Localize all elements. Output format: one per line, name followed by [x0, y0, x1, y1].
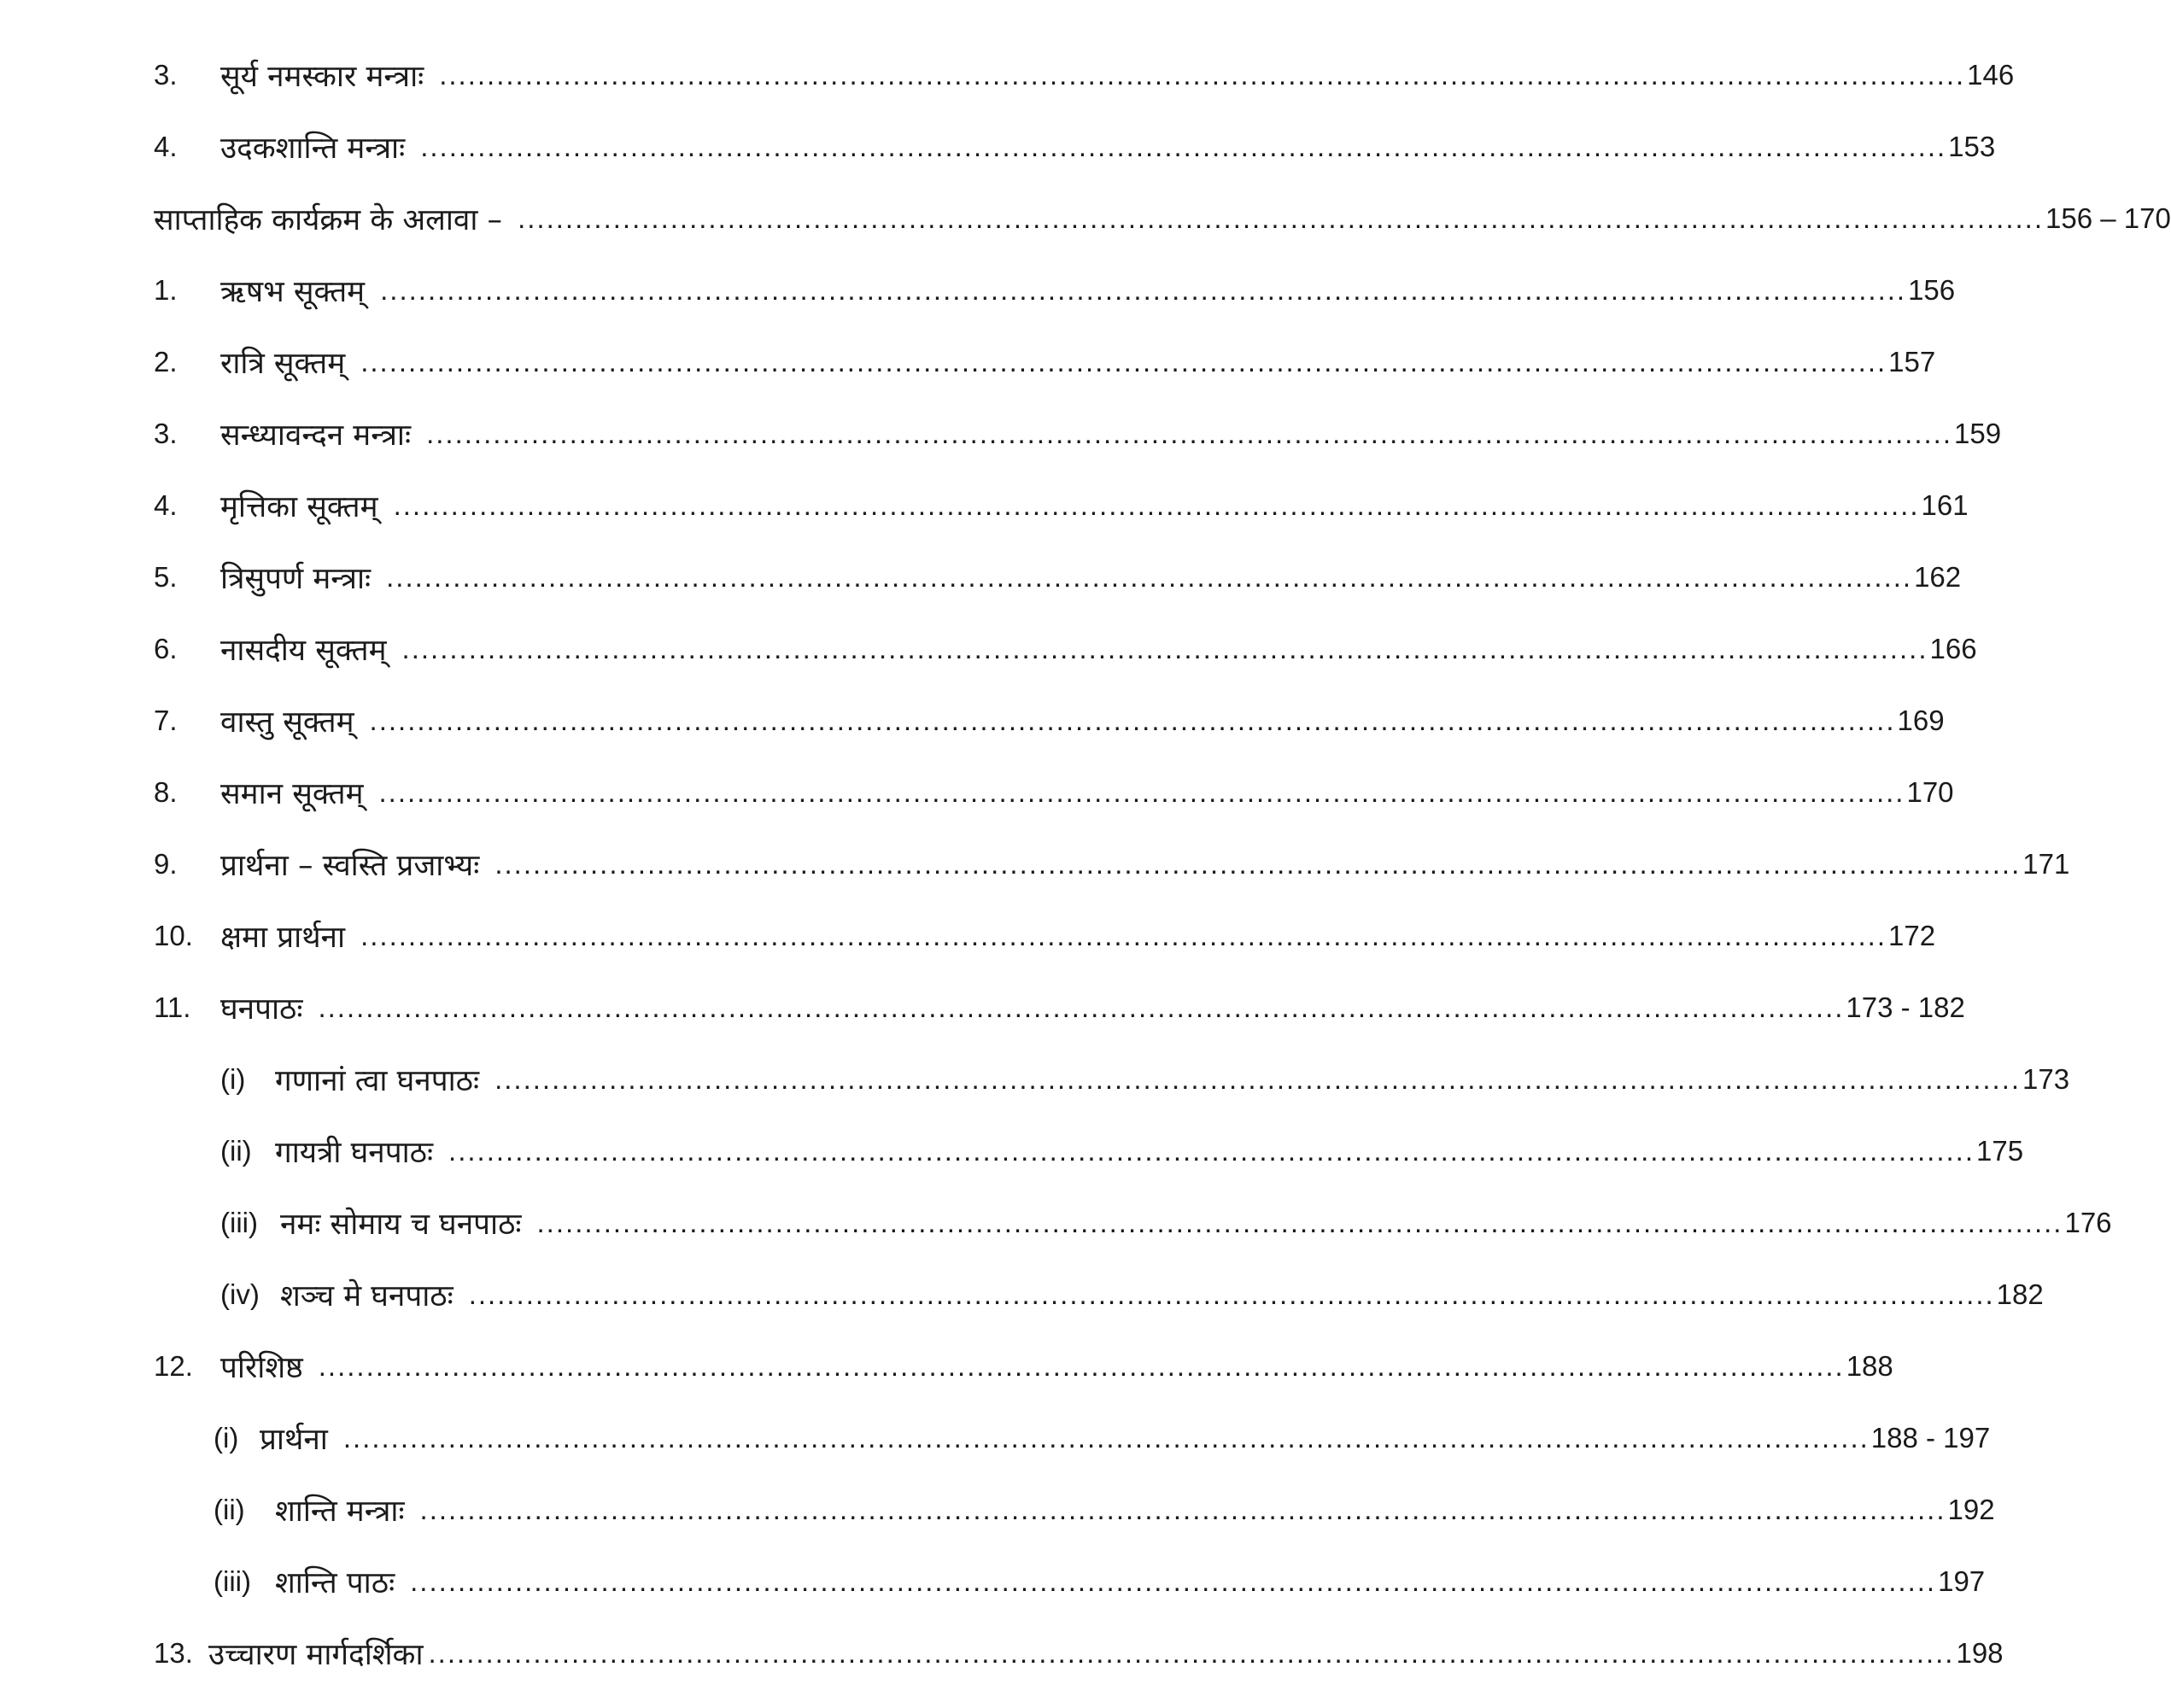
subentry-page: 173 [2022, 1063, 2070, 1095]
entry-number: 10. [154, 920, 193, 951]
subentry-title: शान्ति मन्त्राः [275, 1494, 405, 1529]
toc-subentry [220, 1049, 2070, 1110]
dot-leader: ................................................................................................................................................................ [360, 920, 1887, 951]
subentry-number: (iv) [220, 1278, 260, 1310]
entry-page: 157 [1888, 346, 1936, 377]
subentry-number: (iii) [214, 1565, 251, 1597]
entry-number: 4. [154, 489, 178, 521]
entry-page: 169 [1897, 705, 1945, 736]
dot-leader: ................................................................................................................................................................ [318, 1350, 1845, 1382]
subentry-title: प्रार्थना [260, 1422, 328, 1457]
section-title: साप्ताहिक कार्यक्रम के अलावा – [154, 202, 503, 237]
subentry-page: 188 - 197 [1870, 1422, 1991, 1454]
dot-leader: ................................................................................................................................................................ [410, 1565, 1937, 1597]
toc-entry [154, 1623, 2004, 1684]
entry-title: मृत्तिका सूक्तम् [220, 489, 378, 524]
toc-entry [154, 403, 2002, 465]
subentry-number: (ii) [220, 1135, 252, 1167]
entry-page: 188 [1846, 1350, 1893, 1382]
dot-leader: ................................................................................................................................................................ [401, 633, 1928, 664]
dot-leader: ................................................................................................................................................................ [426, 418, 1953, 449]
entry-number: 3. [154, 59, 178, 91]
entry-title: उदकशान्ति मन्त्राः [220, 131, 406, 166]
toc-entry [154, 547, 1962, 608]
entry-number: 12. [154, 1350, 193, 1382]
toc-entry [154, 690, 1945, 752]
entry-page: 166 [1929, 633, 1977, 664]
toc-entry [154, 475, 1969, 536]
toc-subentry [214, 1407, 1991, 1469]
toc-entry [154, 260, 1956, 321]
dot-leader: ................................................................................................................................................................ [378, 776, 1905, 808]
toc-entry [154, 762, 1954, 823]
toc-subentry [220, 1264, 2044, 1325]
entry-page: 198 [1956, 1637, 2004, 1669]
toc-entry [154, 905, 1936, 967]
entry-title: प्रार्थना – स्वस्ति प्रजाभ्यः [220, 848, 480, 883]
entry-title: समान सूक्तम् [220, 776, 364, 811]
dot-leader: ................................................................................................................................................................ [318, 991, 1845, 1023]
subentry-page: 175 [1976, 1135, 2024, 1167]
entry-title: परिशिष्ठ [220, 1350, 303, 1385]
subentry-number: (iii) [220, 1207, 258, 1238]
entry-title: नासदीय सूक्तम् [220, 633, 387, 668]
entry-title: घनपाठः [220, 991, 303, 1027]
entry-number: 5. [154, 561, 178, 593]
entry-page: 146 [1967, 59, 2015, 91]
dot-leader: ................................................................................................................................................................ [342, 1422, 1870, 1454]
dot-leader: ................................................................................................................................................................ [518, 202, 2045, 234]
entry-page: 153 [1948, 131, 1996, 162]
entry-title: सन्ध्यावन्दन मन्त्राः [220, 418, 412, 453]
entry-page: 173 - 182 [1846, 991, 1965, 1023]
toc-entry [154, 618, 1977, 680]
entry-page: 172 [1888, 920, 1936, 951]
entry-page: 171 [2022, 848, 2070, 880]
subentry-page: 176 [2064, 1207, 2112, 1238]
toc-entry [154, 44, 2015, 106]
entry-title: रात्रि सूक्तम् [220, 346, 346, 381]
subentry-title: गणानां त्वा घनपाठः [275, 1063, 480, 1098]
entry-number: 4. [154, 131, 178, 162]
entry-page: 159 [1954, 418, 2002, 449]
subentry-page: 182 [1996, 1278, 2044, 1310]
entry-page: 161 [1921, 489, 1969, 521]
dot-leader: ................................................................................................................................................................ [419, 1494, 1946, 1525]
dot-leader: ................................................................................................................................................................ [468, 1278, 1995, 1310]
entry-number: 13. [154, 1637, 193, 1669]
toc-subentry [220, 1192, 2112, 1254]
subentry-number: (i) [214, 1422, 239, 1454]
toc-entry [154, 1336, 1893, 1397]
toc-subentry [214, 1551, 1986, 1612]
subentry-title: गायत्री घनपाठः [275, 1135, 434, 1170]
entry-number: 7. [154, 705, 178, 736]
entry-title: क्षमा प्रार्थना [220, 920, 346, 955]
toc-entry [154, 834, 2070, 895]
entry-title: वास्तु सूक्तम् [220, 705, 354, 740]
dot-leader: ................................................................................................................................................................ [428, 1637, 1955, 1669]
subentry-page: 197 [1938, 1565, 1986, 1597]
entry-page: 170 [1906, 776, 1954, 808]
entry-title: उच्चारण मार्गदर्शिका [208, 1637, 424, 1672]
entry-number: 9. [154, 848, 178, 880]
dot-leader: ................................................................................................................................................................ [439, 59, 1966, 91]
dot-leader: ................................................................................................................................................................ [536, 1207, 2063, 1238]
dot-leader: ................................................................................................................................................................ [393, 489, 1920, 521]
entry-page: 162 [1914, 561, 1962, 593]
subentry-title: शञ्च मे घनपाठः [280, 1278, 454, 1313]
toc-entry [154, 116, 1996, 178]
entry-number: 2. [154, 346, 178, 377]
dot-leader: ................................................................................................................................................................ [494, 1063, 2022, 1095]
toc-section-heading [154, 188, 2171, 249]
entry-page: 156 [1908, 274, 1956, 306]
dot-leader: ................................................................................................................................................................ [494, 848, 2022, 880]
entry-title: सूर्य नमस्कार मन्त्राः [220, 59, 424, 94]
toc-subentry [214, 1479, 1995, 1541]
dot-leader: ................................................................................................................................................................ [386, 561, 1913, 593]
entry-number: 11. [154, 991, 191, 1023]
entry-number: 6. [154, 633, 178, 664]
subentry-number: (ii) [214, 1494, 245, 1525]
dot-leader: ................................................................................................................................................................ [360, 346, 1887, 377]
dot-leader: ................................................................................................................................................................ [380, 274, 1907, 306]
dot-leader: ................................................................................................................................................................ [420, 131, 1947, 162]
toc-subentry [220, 1120, 2024, 1182]
entry-title: त्रिसुपर्ण मन्त्राः [220, 561, 372, 596]
subentry-title: नमः सोमाय च घनपाठः [280, 1207, 522, 1242]
toc-entry [154, 331, 1936, 393]
subentry-title: शान्ति पाठः [275, 1565, 395, 1600]
entry-number: 8. [154, 776, 178, 808]
entry-title: ऋषभ सूक्तम् [220, 274, 366, 309]
toc-entry [154, 977, 1965, 1038]
entry-number: 1. [154, 274, 178, 306]
dot-leader: ................................................................................................................................................................ [369, 705, 1896, 736]
dot-leader: ................................................................................................................................................................ [448, 1135, 1975, 1167]
subentry-number: (i) [220, 1063, 246, 1095]
section-page-range: 156 – 170 [2045, 202, 2171, 234]
entry-number: 3. [154, 418, 178, 449]
subentry-page: 192 [1947, 1494, 1995, 1525]
